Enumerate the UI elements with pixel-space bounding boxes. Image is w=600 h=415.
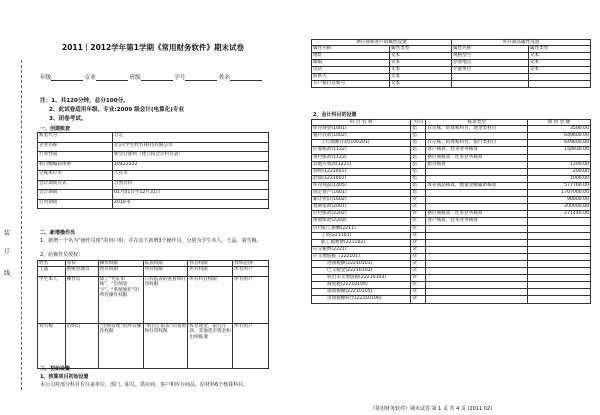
account-cell: 贷 [411, 260, 426, 267]
attribute-cell [451, 74, 528, 81]
account-cell: 减免税(22210104) [312, 282, 411, 289]
account-row [312, 140, 591, 147]
attribute-cell: 文本 [389, 81, 451, 88]
attribute-row [312, 74, 591, 81]
account-cell: 供应商核算，往来业务核算 [426, 154, 527, 161]
attribute-cell [528, 74, 590, 81]
account-cell [527, 239, 590, 246]
account-cell: 贷 [411, 204, 426, 211]
note-2: 2、此试卷适用年级、专业:2009 级会计(电算化)专业 [49, 107, 185, 113]
side-label-3: 线 [4, 270, 11, 277]
operator-table [37, 260, 269, 369]
operator-cell: 只有报表的查看和打印权限 [143, 277, 188, 324]
account-row [312, 275, 591, 282]
account-set-row [38, 171, 269, 181]
student-id-label: 学号 [174, 75, 186, 81]
account-cell: 进项税额(22210101) [312, 260, 411, 267]
attribute-cell: 属性类型 [528, 46, 590, 53]
account-cell: 借 [411, 161, 426, 168]
account-row [312, 175, 591, 182]
attribute-cell: 属性类型 [389, 46, 451, 53]
operator-cell: 出纳员 [65, 324, 98, 369]
operator-cell: 所有科目权限 [188, 277, 233, 324]
account-cell: 已交税金(22210102) [312, 268, 411, 275]
account-cell: 转出未交增值税(22210103) [312, 275, 411, 282]
account-row [312, 225, 591, 232]
account-cell: 日记账、结算账科目、现金类科目 [426, 126, 527, 133]
attribute-cell: 地址 [312, 53, 390, 60]
attr-title-left: 供应商和客户的属性设置 [312, 40, 452, 46]
account-cell [527, 246, 590, 253]
account-cell: 短期借款(2001) [312, 204, 411, 211]
account-cell: 577760.00 [527, 182, 590, 189]
operator-row [38, 267, 269, 277]
account-row [312, 260, 591, 267]
operator-header-cell: 身份 [65, 261, 98, 267]
account-cell [527, 154, 590, 161]
attr-title-right: 库存商品属性设置 [451, 40, 590, 46]
account-cell [426, 260, 527, 267]
account-cell: 借 [411, 182, 426, 189]
operator-header-row [38, 261, 269, 267]
account-cell: 1200.00 [527, 161, 590, 168]
side-label-2: 订 [4, 248, 11, 255]
account-cell: 其他应收款(1221) [312, 161, 411, 168]
operator-cell: 除了“凭证审核”、“出纳签字”、“系统维护”的所有操作权限 [98, 277, 143, 324]
account-cell: 贷 [411, 246, 426, 253]
account-cell: 供应商核算，往来业务核算 [426, 211, 527, 218]
account-set-row [38, 180, 269, 190]
account-cell: 3500.00 [527, 126, 590, 133]
binding-line [21, 60, 22, 390]
operator-row [38, 324, 269, 369]
account-cell: 借 [411, 175, 426, 182]
account-cell [426, 232, 527, 239]
account-cell: 银行存款(1002) [312, 133, 411, 140]
account-row [312, 133, 591, 140]
account-set-value: 2010-6 [113, 199, 269, 209]
account-cell: 工资(221101) [312, 232, 411, 239]
attribute-cell: 文本 [389, 60, 451, 67]
operator-cell: 系统管理员 [65, 267, 98, 277]
page-title: 2011｜2012学年第1学期《常用财务软件》期末试卷 [62, 43, 244, 52]
account-cell: 借 [411, 154, 426, 161]
operator-cell: 所有权限 [188, 267, 233, 277]
operator-cell: “科目汇报表”的查看和打印权限 [143, 324, 188, 369]
account-cell: 刘瑶(1221001) [312, 168, 411, 175]
account-set-row [38, 161, 269, 171]
account-set-row [38, 133, 269, 143]
account-set-label: 行业性质 [38, 152, 113, 162]
account-cell [527, 289, 590, 296]
section-1-heading: 一、创建账套 [40, 126, 71, 132]
account-set-value: 人民币 [113, 171, 269, 181]
attribute-cell: 计量单位 [451, 67, 528, 74]
account-row [312, 268, 591, 275]
account-row [312, 147, 591, 154]
account-set-value: 10422222 [113, 161, 269, 171]
account-set-row [38, 152, 269, 162]
account-cell: 应收账款(1122) [312, 147, 411, 154]
account-row [312, 190, 591, 197]
account-cell: 贷 [411, 289, 426, 296]
section-2-text-2: 2、给操作员授权： [40, 252, 84, 258]
grade-label: 年级 [40, 75, 52, 81]
account-cell: 应付账款(2202) [312, 211, 411, 218]
account-cell: 1707000.00 [527, 190, 590, 197]
section-3-text: 本公司对部分科目有往来单位、部门、职员、供应商、客户和库存商品、原材料6个核算科目。 [40, 382, 249, 388]
account-row [312, 218, 591, 225]
student-info-line [40, 74, 262, 81]
account-header-cell: 核算类型 [426, 120, 527, 126]
account-cell [527, 225, 590, 232]
attribute-row [312, 46, 591, 53]
account-row [312, 232, 591, 239]
account-header-cell: 期 初 金 额 [527, 120, 590, 126]
attribute-row [312, 67, 591, 74]
attribute-cell: 存放地点 [451, 60, 528, 67]
attribute-cell: 文本 [389, 74, 451, 81]
account-set-value: 01月01日至12月31日 [113, 190, 269, 200]
attribute-cell: 属性名称 [451, 46, 528, 53]
account-table [311, 119, 591, 304]
operator-header-cell: 科目权限 [188, 261, 233, 267]
account-cell: 271440.00 [527, 211, 590, 218]
account-row [312, 182, 591, 189]
attribute-cell: 电话 [312, 67, 390, 74]
account-cell [426, 289, 527, 296]
operator-header-cell: 报表权限 [143, 261, 188, 267]
attribute-cell: 规格型号 [451, 53, 528, 60]
note-3: 3、闭卷考试。 [49, 116, 87, 122]
side-label-1: 装 [4, 230, 11, 237]
account-row [312, 168, 591, 175]
account-cell [527, 275, 590, 282]
account-cell: 固定资产(1601) [312, 190, 411, 197]
account-row [312, 253, 591, 260]
operator-cell: 学生本人 [38, 277, 66, 324]
attribute-cell: 开户银行及账号 [312, 81, 390, 88]
account-cell [426, 268, 527, 275]
account-cell: 200000.00 [527, 204, 590, 211]
account-set-label: 账套代号 [38, 133, 113, 143]
operator-cell: “出纳管理”的所有操作权限 [98, 324, 143, 369]
account-cell [527, 232, 590, 239]
account-cell: 649600.00 [527, 133, 590, 140]
account-cell: 客户核算，往来业务核算 [426, 147, 527, 154]
account-cell: 销项税额(22210105) [312, 289, 411, 296]
account-set-row [38, 199, 269, 209]
account-row [312, 161, 591, 168]
account-cell: 贷 [411, 268, 426, 275]
account-cell: 进项税额转出(22210106) [312, 296, 411, 303]
account-cell: 累计折旧(1602) [312, 197, 411, 204]
attribute-cell: 文本 [528, 53, 590, 60]
account-cell: 贷 [411, 253, 426, 260]
account-set-label: 科目级编码体系 [38, 161, 113, 171]
account-cell: 贷 [411, 296, 426, 303]
account-cell: 150930.00 [527, 147, 590, 154]
note-1: 注：1、共120分钟，总分100分。 [40, 98, 129, 104]
account-set-label: 会计期间 [38, 190, 113, 200]
attribute-cell: 文本 [528, 67, 590, 74]
account-cell: 预收账款(2203) [312, 218, 411, 225]
account-row [312, 239, 591, 246]
account-cell [426, 190, 527, 197]
attribute-cell: 文本 [389, 53, 451, 60]
account-cell [426, 253, 527, 260]
account-cell: 1000.00 [527, 175, 590, 182]
account-cell: 借 [411, 168, 426, 175]
account-cell: 应交税费(2221) [312, 246, 411, 253]
account-row [312, 126, 591, 133]
account-cell [426, 282, 527, 289]
attribute-row [312, 81, 591, 88]
attribute-cell: 属性名称 [312, 46, 390, 53]
account-cell: 应付职工薪酬(2211) [312, 225, 411, 232]
account-cell: 借 [411, 140, 426, 147]
section-3-heading: 三、初始设置 [40, 366, 71, 372]
attribute-cell [451, 81, 528, 88]
account-cell: 预付账款(1123) [312, 154, 411, 161]
operator-row [38, 277, 269, 324]
account-set-table [37, 132, 269, 209]
account-cell [527, 282, 590, 289]
account-cell: 职工福利费(221102) [312, 239, 411, 246]
attribute-cell: 联系人 [312, 74, 390, 81]
account-cell: 借 [411, 133, 426, 140]
account-cell [527, 268, 590, 275]
account-cell: 应交增值税（222101) [312, 253, 411, 260]
account-cell: 日记账、结算账科目、银行类科目 [426, 140, 527, 147]
account-cell [527, 253, 590, 260]
account-row [312, 211, 591, 218]
exam-notes [40, 97, 184, 124]
attribute-cell: 邮编 [312, 60, 390, 67]
account-set-label: 启用期间 [38, 199, 113, 209]
operator-cell: 刘雪梅 [38, 324, 66, 369]
account-cell: 649600.00 [527, 140, 590, 147]
page-footer: 《常用财务软件》期末试卷 第 1 页 共 4 页 (2011 02) [370, 406, 493, 412]
account-cell: 库存商品核算，数量金额辅助核算 [426, 182, 527, 189]
account-cell: 贷 [411, 197, 426, 204]
account-cell [426, 204, 527, 211]
account-cell: 库存现金(1001) [312, 126, 411, 133]
operator-cell: 所有用户 [233, 277, 269, 324]
account-set-label: 记账本位币 [38, 171, 113, 181]
account-set-label: 企业名称 [38, 142, 113, 152]
account-cell: 贷 [411, 282, 426, 289]
account-cell [426, 239, 527, 246]
account-set-value: 自定 [113, 133, 269, 143]
account-cell: 借 [411, 190, 426, 197]
account-cell: 贷 [411, 218, 426, 225]
account-row [312, 204, 591, 211]
account-header-cell: 科 目 名 称 [312, 120, 411, 126]
account-cell: 90000.00 [527, 197, 590, 204]
account-cell: 贷 [411, 211, 426, 218]
operator-header-cell: 授权范围 [233, 261, 269, 267]
account-row [312, 197, 591, 204]
account-cell: 贷 [411, 232, 426, 239]
account-cell: 工行储蓄存款(100201) [312, 140, 411, 147]
account-cell: 赵斌(1221002) [312, 175, 411, 182]
account-cell [426, 275, 527, 282]
account-set-label: 会计期间方式 [38, 180, 113, 190]
account-cell [426, 133, 527, 140]
operator-cell: 操作员 [65, 277, 98, 324]
operator-cell: 所有用户 [233, 324, 269, 369]
major-label: 专业 [84, 75, 96, 81]
account-cell: 客户核算，往来业务核算 [426, 218, 527, 225]
account-row [312, 246, 591, 253]
account-row [312, 289, 591, 296]
account-set-row [38, 190, 269, 200]
operator-cell: 库存现金、银行存款、其他货币资金和出纳账簿 [188, 324, 233, 369]
section-2-text-1: 1、新增一个名为“操作员组”的用户组，并在其下新增3个操作员，分别为学生本人、王晶、刘雪梅。 [40, 238, 262, 244]
account-set-row [38, 142, 269, 152]
class-label: 班级 [129, 75, 141, 81]
account-cell: 贷 [411, 225, 426, 232]
account-cell [426, 168, 527, 175]
account-row [312, 282, 591, 289]
account-cell: 库存商品(1405) [312, 182, 411, 189]
section-2-heading: 二、新增操作员 [40, 230, 76, 236]
attribute-row [312, 53, 591, 60]
account-cell [426, 225, 527, 232]
operator-header-cell: 操作权限 [98, 261, 143, 267]
operator-cell: 所有用户 [233, 267, 269, 277]
attribute-cell: 文本 [389, 67, 451, 74]
account-cell: 借 [411, 126, 426, 133]
account-set-value: 新会计准则（建立按会计科目表） [113, 152, 269, 162]
attribute-row [312, 60, 591, 67]
account-cell [426, 246, 527, 253]
account-cell [426, 197, 527, 204]
account-cell: 借 [411, 147, 426, 154]
account-cell [426, 175, 527, 182]
operator-header-cell: 姓名 [38, 261, 66, 267]
attribute-table [311, 39, 591, 88]
account-section-heading: 2、会计科目的设置 [313, 112, 357, 118]
attribute-cell [528, 81, 590, 88]
account-row [312, 154, 591, 161]
account-cell: 贷 [411, 275, 426, 282]
account-set-value: 北京(学生姓名)科技有限公司 [113, 142, 269, 152]
account-cell: 职员核算 [426, 161, 527, 168]
account-header-cell: 方向 [411, 120, 426, 126]
operator-cell: 王晶 [38, 267, 66, 277]
operator-cell: 所有权限 [143, 267, 188, 277]
account-cell [527, 260, 590, 267]
name-label: 姓名 [219, 75, 231, 81]
section-3-sub: 1、核算项目初始设置 [40, 374, 89, 380]
attribute-cell: 文本 [528, 60, 590, 67]
account-set-value: 自然月份 [113, 180, 269, 190]
account-cell [527, 218, 590, 225]
account-cell [426, 296, 527, 303]
account-cell [527, 296, 590, 303]
account-cell: 200.00 [527, 168, 590, 175]
operator-cell: 所有权限 [98, 267, 143, 277]
account-row [312, 296, 591, 303]
account-cell: 贷 [411, 239, 426, 246]
